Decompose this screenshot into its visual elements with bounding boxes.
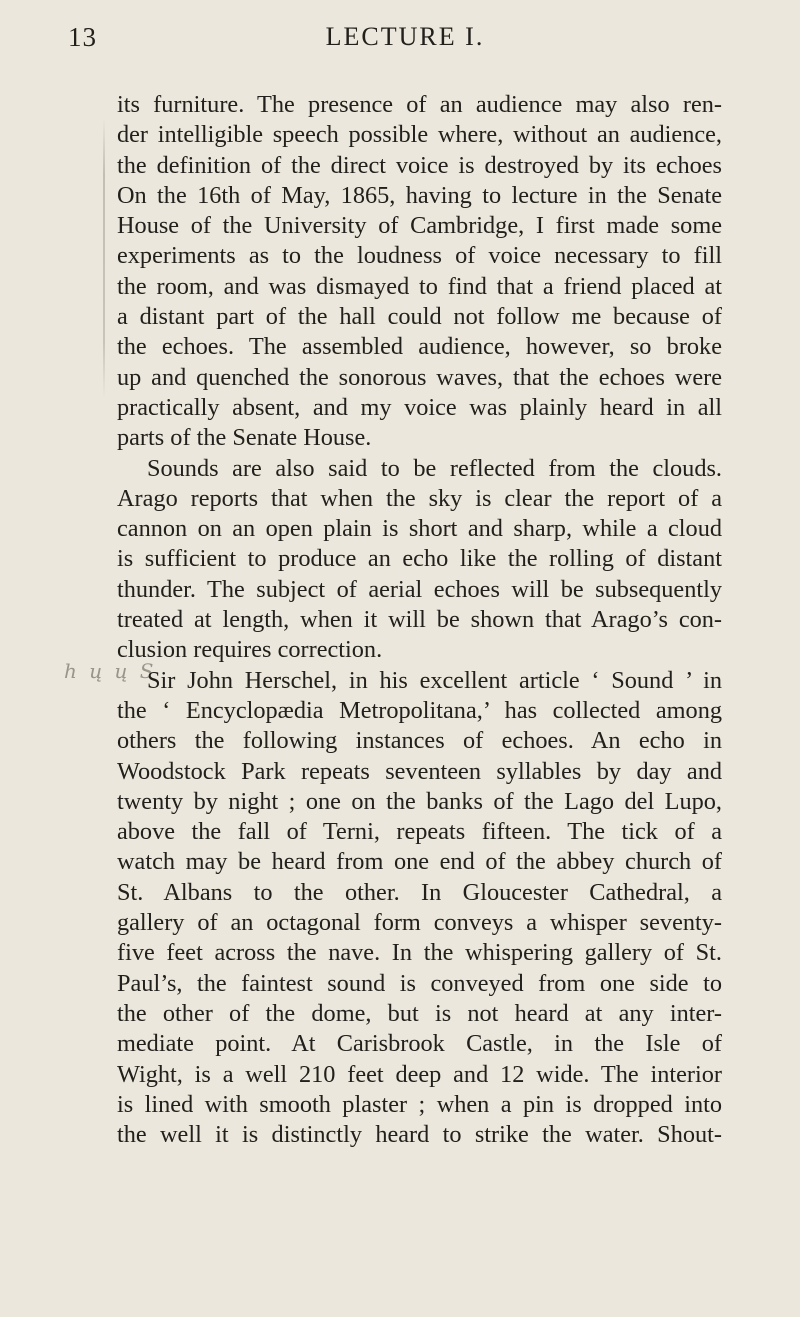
text-line: parts of the Senate House. <box>117 424 372 452</box>
text-line: clusion requires correction. <box>117 636 383 664</box>
text-line: the ‘ Encyclopædia Metropolitana,’ has collected among <box>117 696 722 724</box>
text-line: its furniture. The presence of an audience may also ren- <box>117 91 722 118</box>
text-line: is sufficient to produce an echo like the rolling of distant <box>117 545 722 573</box>
text-line: On the 16th of May, 1865, having to lecture in the Senate <box>117 181 722 209</box>
text-line: Sir John Herschel, in his excellent article ‘ Sound ’ in <box>147 666 722 694</box>
text-line: a distant part of the hall could not follow me because of <box>117 303 722 331</box>
text-line: the echoes. The assembled audience, however, so broke <box>117 333 722 361</box>
text-line: others the following instances of echoes. An echo in <box>117 727 722 755</box>
text-line: practically absent, and my voice was plainly heard in all <box>117 393 722 421</box>
text-line: up and quenched the sonorous waves, that the echoes were <box>117 363 722 391</box>
text-line: is lined with smooth plaster ; when a pin is dropped into <box>117 1090 722 1118</box>
text-line: the other of the dome, but is not heard at any inter- <box>117 999 722 1027</box>
text-line: Wight, is a well 210 feet deep and 12 wide. The interior <box>117 1060 722 1088</box>
text-line: Paul’s, the faintest sound is conveyed from one side to <box>117 969 722 997</box>
page-number: 13 <box>68 22 97 52</box>
text-line: Arago reports that when the sky is clear the report of a <box>117 484 722 512</box>
text-line: the definition of the direct voice is destroyed by its echoes <box>117 151 722 179</box>
text-line: St. Albans to the other. In Gloucester Cathedral, a <box>117 878 722 906</box>
margin-handwritten-note: h ų ų S <box>64 659 157 683</box>
text-line: treated at length, when it will be shown that Arago’s con- <box>117 606 722 634</box>
text-line: watch may be heard from one end of the abbey church of <box>117 848 722 876</box>
running-head <box>68 22 702 62</box>
text-line: cannon on an open plain is short and sharp, while a cloud <box>117 515 722 543</box>
text-line: five feet across the nave. In the whispering gallery of St. <box>117 939 722 967</box>
text-line: Woodstock Park repeats seventeen syllables by day and <box>117 757 722 785</box>
text-line: above the fall of Terni, repeats fifteen. The tick of a <box>117 818 722 846</box>
body-text <box>117 90 722 1150</box>
margin-pencil-mark <box>103 118 105 398</box>
text-line: der intelligible speech possible where, without an audience, <box>117 121 722 149</box>
text-line: mediate point. At Carisbrook Castle, in the Isle of <box>117 1030 722 1058</box>
text-line: Sounds are also said to be reflected from the clouds. <box>147 454 722 482</box>
text-line: the room, and was dismayed to find that a friend placed at <box>117 272 722 300</box>
text-line: experiments as to the loudness of voice necessary to fill <box>117 242 722 270</box>
text-line: twenty by night ; one on the banks of the Lago del Lupo, <box>117 787 722 815</box>
running-title: LECTURE I. <box>325 22 485 51</box>
text-line: the well it is distinctly heard to strike the water. Shout- <box>117 1121 722 1149</box>
text-line: House of the University of Cambridge, I first made some <box>117 212 722 240</box>
text-line: thunder. The subject of aerial echoes will be subsequently <box>117 575 722 603</box>
text-line: gallery of an octagonal form conveys a whisper seventy- <box>117 909 722 937</box>
